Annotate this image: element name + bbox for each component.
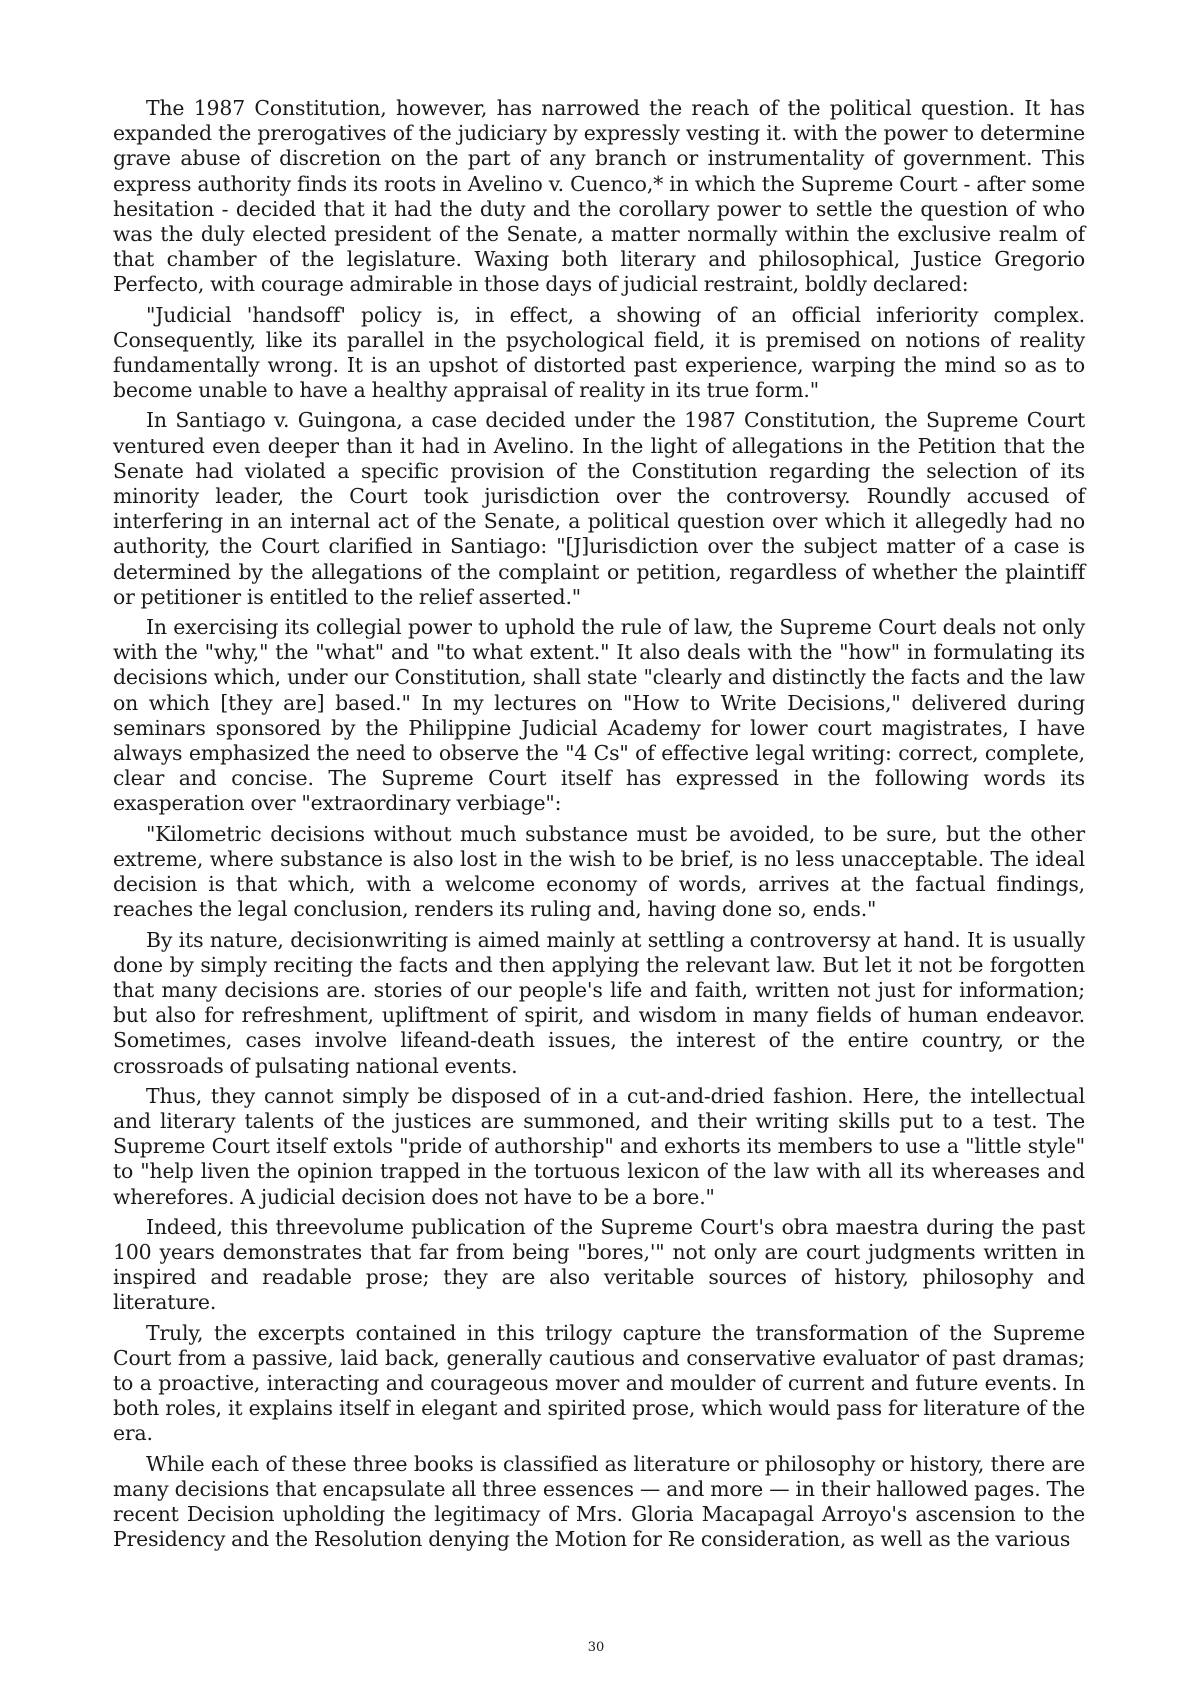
paragraph-cut-and-dried: Thus, they cannot simply be disposed of in a cut-and-dried fashion. Here, the intellectual and literary talents of the justices are summoned, and their writing skills put to a test. The Supreme Court itself extols "pride of authorship" and exhorts its members to use a "little style" to "help liven the opinion trapped in the tortuous lexicon of the law with all its whereases and wherefores. A judicial decision does not have to be a bore." [113,1083,1085,1209]
paragraph-three-books: While each of these three books is classified as literature or philosophy or history, there are many decisions that encapsulate all three essences — and more — in their hallowed pages. The recent Decision upholding the legitimacy of Mrs. Gloria Macapagal Arroyo's ascension to the Presidency and the Resolution denying the Motion for Re consideration, as well as the various [113,1451,1085,1552]
paragraph-decisionwriting: By its nature, decisionwriting is aimed mainly at settling a controversy at hand. It is usually done by simply reciting the facts and then applying the relevant law. But let it not be forgotten that many decisions are. stories of our people's life and faith, written not just for information; but also for refreshment, upliftment of spirit, and wisdom in many fields of human endeavor. Sometimes, cases involve lifeand-death issues, the interest of the entire country, or the crossroads of pulsating national events. [113,927,1085,1078]
page-body [113,96,1085,1557]
quote-kilometric-decisions: "Kilometric decisions without much substance must be avoided, to be sure, but the other extreme, where substance is also lost in the wish to be brief, is no less unacceptable. The ideal decision is that which, with a welcome economy of words, arrives at the factual findings, reaches the legal conclusion, renders its ruling and, having done so, ends." [113,821,1085,922]
paragraph-santiago-v-guingona: In Santiago v. Guingona, a case decided under the 1987 Constitution, the Supreme Court ventured even deeper than it had in Avelino. In the light of allegations in the Petition that the Senate had violated a specific provision of the Constitution regarding the selection of its minority leader, the Court took jurisdiction over the controversy. Roundly accused of interfering in an internal act of the Senate, a political question over which it allegedly had no authority, the Court clarified in Santiago: "[J]urisdiction over the subject matter of a case is determined by the allegations of the complaint or petition, regardless of whether the plaintiff or petitioner is entitled to the relief asserted." [113,408,1085,609]
quote-perfecto: "Judicial 'handsoff' policy is, in effect, a showing of an official inferiority complex. Consequently, like its parallel in the psychological field, it is premised on notions of reality fundamentally wrong. It is an upshot of distorted past experience, warping the mind so as to become unable to have a healthy appraisal of reality in its true form." [113,302,1085,403]
paragraph-1987-constitution: The 1987 Constitution, however, has narrowed the reach of the political question. It has expanded the prerogatives of the judiciary by expressly vesting it. with the power to determine grave abuse of discretion on the part of any branch or instrumentality of government. This express authority finds its roots in Avelino v. Cuenco,* in which the Supreme Court - after some hesitation - decided that it had the duty and the corollary power to settle the question of who was the duly elected president of the Senate, a matter normally within the exclusive realm of that chamber of the legislature. Waxing both literary and philosophical, Justice Gregorio Perfecto, with courage admirable in those days of judicial restraint, boldly declared: [113,96,1085,297]
paragraph-trilogy: Truly, the excerpts contained in this trilogy capture the transformation of the Supreme Court from a passive, laid back, generally cautious and conservative evaluator of past dramas; to a proactive, interacting and courageous mover and moulder of current and future events. In both roles, it explains itself in elegant and spirited prose, which would pass for literature of the era. [113,1320,1085,1446]
paragraph-threevolume: Indeed, this threevolume publication of the Supreme Court's obra maestra during the past 100 years demonstrates that far from being "bores,'" not only are court judgments written in inspired and readable prose; they are also veritable sources of history, philosophy and literature. [113,1214,1085,1315]
paragraph-collegial-power: In exercising its collegial power to uphold the rule of law, the Supreme Court deals not only with the "why," the "what" and "to what extent." It also deals with the "how" in formulating its decisions which, under our Constitution, shall state "clearly and distinctly the facts and the law on which [they are] based." In my lectures on "How to Write Decisions," delivered during seminars sponsored by the Philippine Judicial Academy for lower court magistrates, I have always emphasized the need to observe the "4 Cs" of effective legal writing: correct, complete, clear and concise. The Supreme Court itself has expressed in the following words its exasperation over "extraordinary verbiage": [113,615,1085,816]
page-number: 30 [587,1640,605,1655]
